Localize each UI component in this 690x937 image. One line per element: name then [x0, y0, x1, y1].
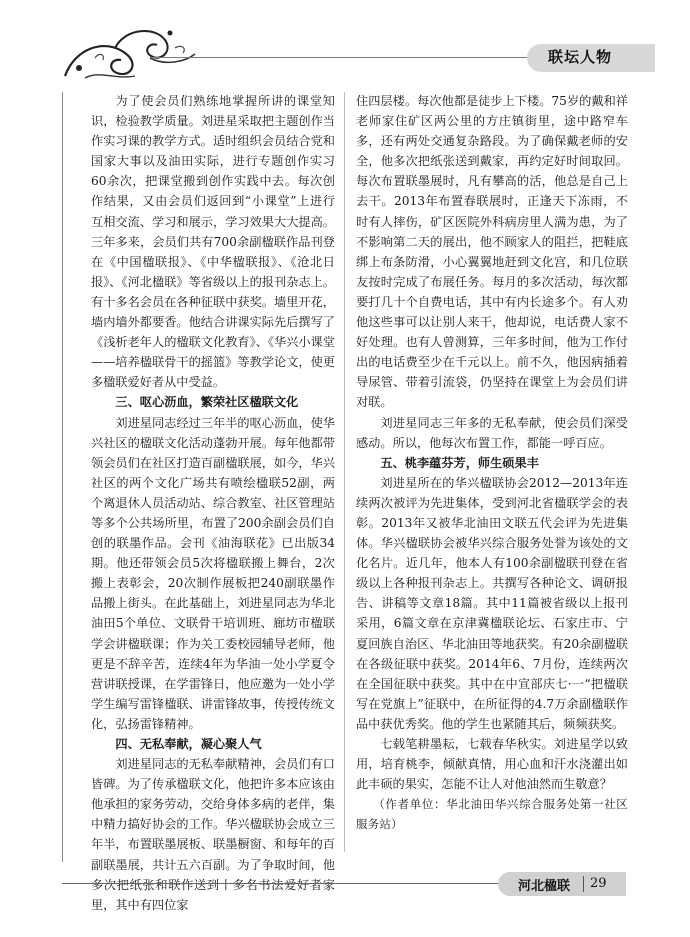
footer-separator [583, 876, 584, 892]
section-heading: 四、无私奉献，凝心聚人气 [115, 737, 262, 751]
header-divider [150, 57, 530, 58]
author-affiliation: （作者单位：华北油田华兴综合服务处第一社区服务站） [356, 797, 628, 832]
paragraph: 刘进星同志经过三年半的呕心沥血，使华兴社区的楹联文化活动蓬勃开展。每年他都带领会员们在社区打造百副楹联展，如今，华兴社区的两个文化广场共有喷绘楹联52副，两个离退休人员活动站、综合教室、社区管理站等多个公共场所里，布置了200余副会员们自创的联墨作品。会刊《油海联花》已出版34期。他还带领会员5次将楹联搬上舞台，2次搬上表彰会，20次制作展板把240副联墨作品搬上街头。在此基础上，刘进星同志为华北油田5个单位、文联骨干培训班、廊坊市楹联学会讲楹联课；作为关工委校园辅导老师，他更是不辞辛苦，连续4年为华油一处小学夏令营讲联授课，在学雷锋日，他应邀为一处小学学生编写雷锋楹联、讲雷锋故事，传授传统文化，弘扬雷锋精神。 [91, 415, 335, 731]
page-number: 29 [590, 876, 607, 891]
column-divider [344, 92, 345, 852]
right-column [356, 91, 628, 834]
journal-name: 河北楹联 [518, 879, 571, 894]
section-heading: 三、呕心沥血，繁荣社区楹联文化 [115, 395, 299, 410]
left-margin-rule [62, 92, 63, 862]
column-title: 联坛人物 [548, 48, 613, 66]
paragraph: 刘进星所在的华兴楹联协会2012—2013年连续两次被评为先进集体，受到河北省楹联学会的表彰。2013年又被华北油田文联五代会评为先进集体。华兴楹联协会被华兴综合服务处誉为该处的文化名片。近几年，他本人有100余副楹联刊登在省级以上各种报刊杂志上。共撰写各种论文、调研报告、讲稿等文章18篇。其中11篇被省级以上报刊采用，6篇文章在京津冀楹联论坛、石家庄市、宁夏回族自治区、华北油田等地获奖。有20余副楹联在各级征联中获奖。2014年6、7月份，连续两次在全国征联中获奖。其中在中宣部庆七·一“把楹联写在党旗上”征联中，在所征得的4.7万余副楹联作品中获优秀奖。他的学生也紧随其后，频频获奖。 [356, 475, 628, 731]
paragraph: 刘进星同志的无私奉献精神，会员们有口皆碑。为了传承楹联文化，他把许多本应该由他承担的家务劳动，交给身体多病的老伴，集中精力搞好协会的工作。华兴楹联协会成立三年半，布置联墨展板、联墨橱窗、和每年的百副联墨展，共计五六百副。为了争取时间，他多次把纸张和联作送到十多名书法爱好者家里，其中有四位家 [91, 757, 335, 912]
section-heading: 五、桃李蕴芬芳，师生硕果丰 [380, 455, 539, 470]
left-column [91, 91, 335, 915]
paragraph: 七载笔耕墨耘，七载春华秋实。刘进星学以致用，培育桃李，倾献真情，用心血和汗水浇灌出如此丰硕的果实，怎能不让人对他油然而生敬意？ [356, 737, 628, 792]
paragraph: 为了使会员们熟练地掌握所讲的课堂知识，检验教学质量。刘进星采取把主题创作当作实习课的教学方式。适时组织会员结合党和国家大事以及油田实际，进行专题创作实习60余次，把课堂搬到创作实践中去。每次创作结果，又由会员们返回到“小课堂”上进行互相交流、学习和展示，学习效果大大提高。三年多来，会员们共有700余副楹联作品刊登在《中国楹联报》、《中华楹联报》、《沧北日报》、《河北楹联》等省级以上的报刊杂志上。有十多名会员在各种征联中获奖。墙里开花，墙内墙外都要香。他结合讲课实际先后撰写了《浅析老年人的楹联文化教育》、《华兴小课堂——培养楹联骨干的摇篮》等教学论文，使更多楹联爱好者从中受益。 [91, 94, 335, 390]
footer-divider [62, 883, 549, 884]
paragraph: 住四层楼。每次他都是徒步上下楼。75岁的戴和祥老师家住矿区两公里的方庄镇街里，途中路窄车多，还有两处交通复杂路段。为了确保戴老师的安全，他多次把纸张送到戴家，再约定好时间取回。每次布置联墨展时，凡有攀高的活，他总是自己上去干。2013年布置春联展时，正逢天下冻雨，不时有人摔伤，矿区医院外科病房里人满为患，为了不影响第二天的展出，他不顾家人的阻拦，把鞋底绑上布条防滑，小心翼翼地赶到文化宫，和几位联友按时完成了布展任务。每月的多次活动，每次都要打几十个自费电话，其中有内长途多个。有人劝他这些事可以让别人来干，他却说，电话费人家不好处理。也有人曾测算，三年多时间，他为工作付出的电话费至少在千元以上。前不久，他因病插着导尿管、带着引流袋，仍坚持在课堂上为会员们讲对联。 [356, 94, 628, 410]
paragraph: 刘进星同志三年多的无私奉献，使会员们深受感动。所以，他每次布置工作，都能一呼百应。 [356, 415, 628, 450]
swirl-ornament-icon [55, 18, 205, 88]
